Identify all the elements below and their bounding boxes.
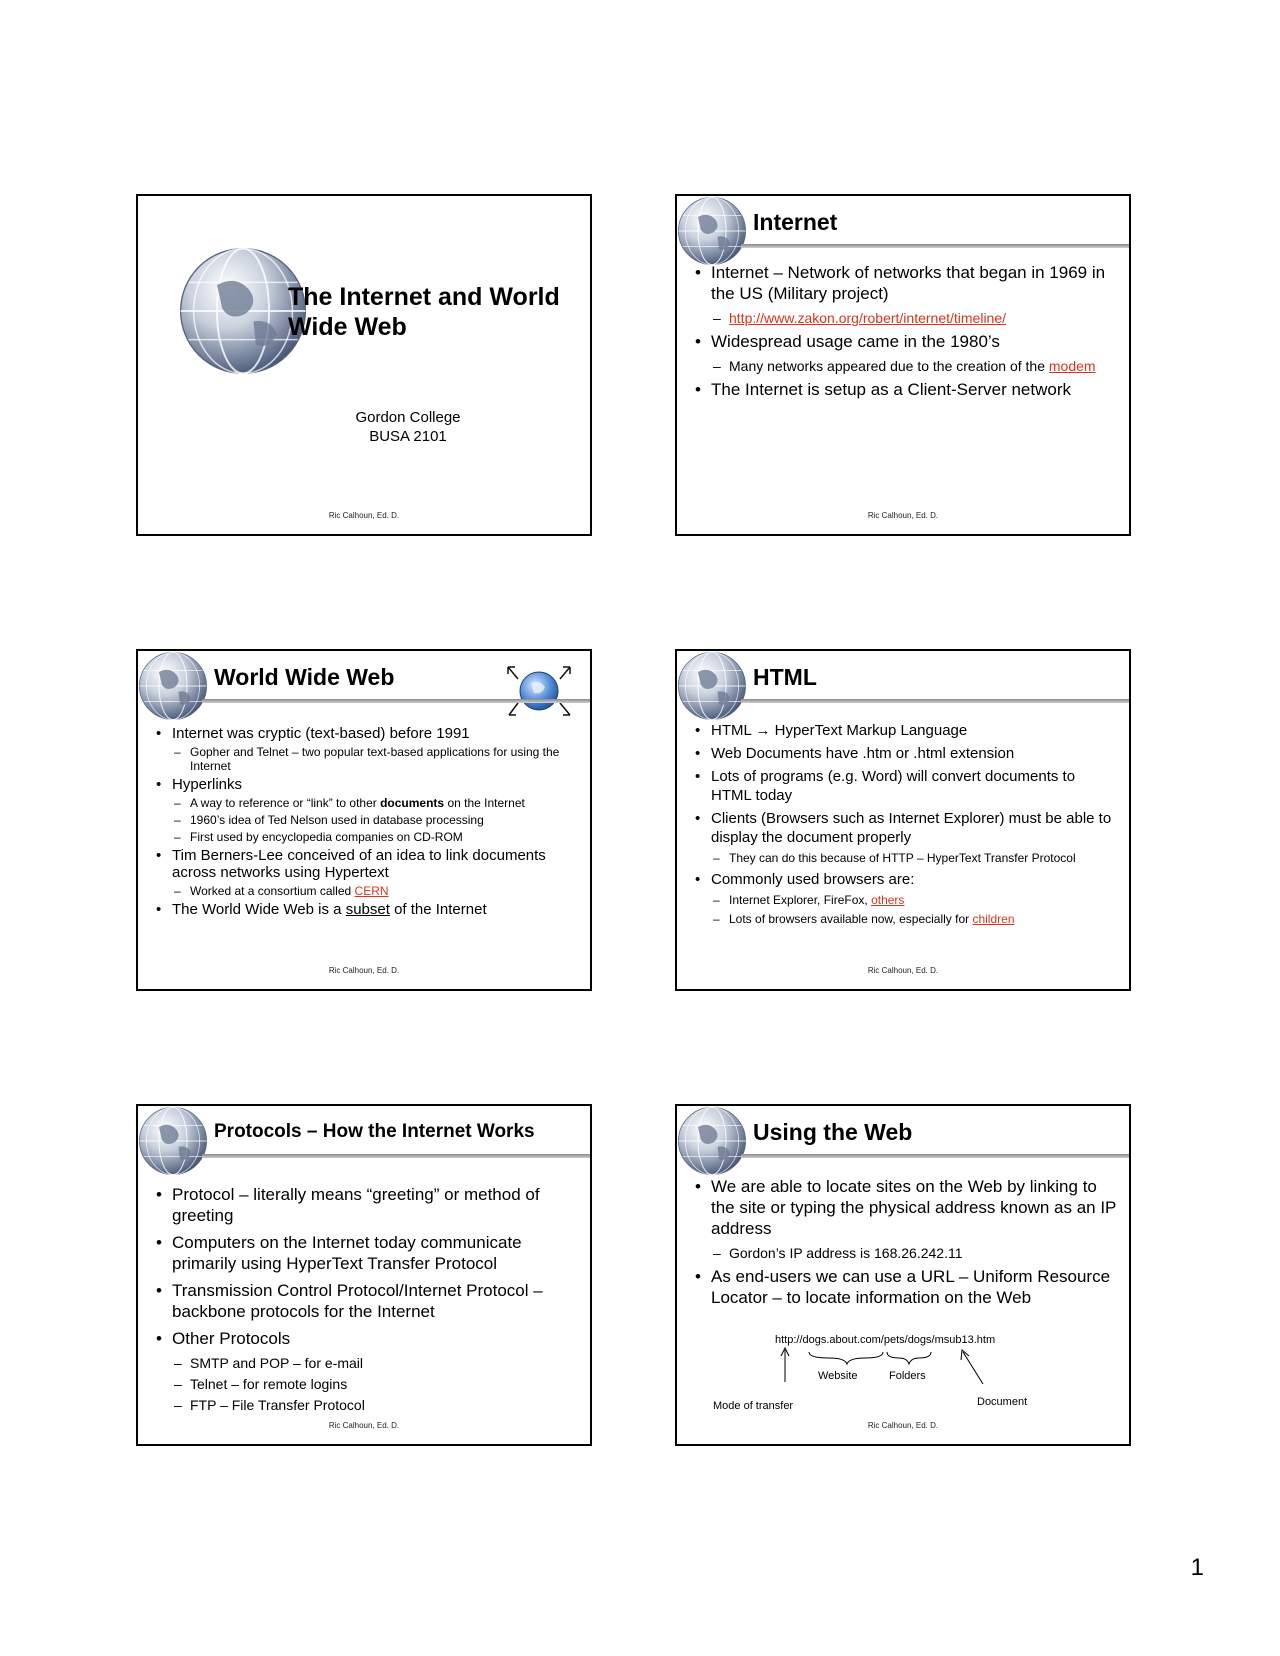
folders-label: Folders bbox=[889, 1370, 926, 1382]
arrow-right-icon: → bbox=[755, 722, 771, 739]
sub-bullet bbox=[152, 884, 580, 898]
slide-title bbox=[136, 194, 592, 536]
bullet: • Internet – Network of networks that began in 1969 in the US (Military project) bbox=[691, 262, 1119, 304]
slide-protocols bbox=[136, 1104, 592, 1446]
children-link[interactable]: children bbox=[972, 912, 1015, 926]
page-number: 1 bbox=[1190, 1554, 1204, 1581]
mode-of-transfer-label: Mode of transfer bbox=[713, 1400, 794, 1412]
bullet-text: of the Internet bbox=[394, 901, 487, 918]
sub-bullet-text: on the Internet bbox=[447, 796, 525, 810]
sub-bullet bbox=[691, 310, 1119, 327]
globe-icon bbox=[677, 651, 747, 721]
cern-link[interactable]: CERN bbox=[354, 884, 389, 898]
sub-bullet-text: Worked at a consortium called bbox=[190, 884, 352, 898]
sub-bullet: – Gopher and Telnet – two popular text-based applications for using the Internet bbox=[152, 745, 580, 773]
slide-heading: HTML bbox=[753, 664, 817, 690]
title-divider bbox=[741, 244, 1129, 248]
title-divider bbox=[741, 699, 1129, 703]
bullet: • Hyperlinks bbox=[152, 776, 580, 793]
slide-content bbox=[691, 262, 1119, 406]
bullet: • Clients (Browsers such as Internet Explorer) must be able to display the document properly bbox=[691, 809, 1119, 847]
title-divider bbox=[741, 1154, 1129, 1158]
slide-heading: World Wide Web bbox=[214, 664, 395, 690]
bullet: • As end-users we can use a URL – Uniform Resource Locator – to locate information on the Web bbox=[691, 1266, 1119, 1308]
sub-bullet: – SMTP and POP – for e-mail bbox=[152, 1355, 580, 1372]
bullet bbox=[152, 901, 580, 918]
slide-footer: Ric Calhoun, Ed. D. bbox=[867, 1421, 939, 1430]
slide-content bbox=[691, 1176, 1119, 1314]
bullet: • Transmission Control Protocol/Internet Protocol – backbone protocols for the Internet bbox=[152, 1280, 580, 1322]
bullet: • Commonly used browsers are: bbox=[691, 870, 1119, 889]
sub-bullet-text: A way to reference or “link” to other bbox=[190, 796, 377, 810]
slide-content bbox=[152, 1184, 580, 1418]
slide-using-the-web bbox=[675, 1104, 1131, 1446]
modem-link[interactable]: modem bbox=[1048, 358, 1096, 374]
timeline-link[interactable]: http://www.zakon.org/robert/internet/timeline/ bbox=[729, 310, 1007, 326]
bullet: • Computers on the Internet today communicate primarily using HyperText Transfer Protocol bbox=[152, 1232, 580, 1274]
sub-bullet: – Gordon’s IP address is 168.26.242.11 bbox=[691, 1245, 1119, 1262]
slide-content bbox=[691, 721, 1119, 931]
title-divider bbox=[202, 1154, 590, 1158]
title-divider bbox=[202, 699, 590, 703]
sub-bullet: – First used by encyclopedia companies on CD-ROM bbox=[152, 830, 580, 844]
slide-world-wide-web bbox=[136, 649, 592, 991]
slide-heading: Internet bbox=[753, 209, 838, 235]
bullet: • The Internet is setup as a Client-Server network bbox=[691, 379, 1119, 400]
slide-footer: Ric Calhoun, Ed. D. bbox=[328, 511, 400, 520]
bullet-text: The World Wide Web is a bbox=[172, 901, 342, 918]
bullet-text: HyperText Markup Language bbox=[774, 722, 968, 739]
sub-bullet bbox=[691, 912, 1119, 927]
bullet: • Other Protocols bbox=[152, 1328, 580, 1349]
sub-bullet: – 1960’s idea of Ted Nelson used in database processing bbox=[152, 813, 580, 827]
slide-footer: Ric Calhoun, Ed. D. bbox=[328, 966, 400, 975]
sub-bullet: – Telnet – for remote logins bbox=[152, 1376, 580, 1393]
title-line: Wide Web bbox=[288, 313, 407, 341]
sub-bullet bbox=[152, 796, 580, 810]
slide-footer: Ric Calhoun, Ed. D. bbox=[867, 511, 939, 520]
college-name: Gordon College bbox=[355, 409, 461, 426]
bullet: • We are able to locate sites on the Web by linking to the site or typing the physical address known as an IP address bbox=[691, 1176, 1119, 1239]
website-label: Website bbox=[818, 1370, 858, 1382]
sub-bullet bbox=[691, 358, 1119, 375]
bullet bbox=[691, 721, 1119, 740]
globe-icon bbox=[138, 1106, 208, 1176]
bullet: • Lots of programs (e.g. Word) will convert documents to HTML today bbox=[691, 767, 1119, 805]
slide-heading: Using the Web bbox=[753, 1119, 913, 1145]
title-line: The Internet and World bbox=[288, 283, 560, 311]
globe-icon bbox=[677, 1106, 747, 1176]
bullet-text: HTML bbox=[711, 722, 752, 739]
underlined-text: subset bbox=[345, 901, 390, 918]
bullet: • Web Documents have .htm or .html extension bbox=[691, 744, 1119, 763]
bullet: • Protocol – literally means “greeting” or method of greeting bbox=[152, 1184, 580, 1226]
slide-footer: Ric Calhoun, Ed. D. bbox=[867, 966, 939, 975]
sub-bullet: – They can do this because of HTTP – HyperText Transfer Protocol bbox=[691, 851, 1119, 866]
sub-bullet-text: Many networks appeared due to the creation of the bbox=[729, 358, 1045, 374]
sub-bullet bbox=[691, 893, 1119, 908]
presentation-title bbox=[288, 282, 578, 342]
presentation-subtitle bbox=[288, 408, 528, 446]
sub-bullet-text: Internet Explorer, FireFox, bbox=[729, 893, 868, 907]
bullet: • Widespread usage came in the 1980’s bbox=[691, 331, 1119, 352]
example-url: http://dogs.about.com/pets/dogs/msub13.htm bbox=[775, 1334, 996, 1346]
slide-html bbox=[675, 649, 1131, 991]
course-code: BUSA 2101 bbox=[369, 428, 447, 445]
sub-bullet: – FTP – File Transfer Protocol bbox=[152, 1397, 580, 1414]
globe-icon bbox=[677, 196, 747, 266]
slide-heading: Protocols – How the Internet Works bbox=[214, 1121, 535, 1142]
slide-content bbox=[152, 725, 580, 924]
document-label: Document bbox=[977, 1396, 1028, 1408]
sub-bullet-text: Lots of browsers available now, especially for bbox=[729, 912, 970, 926]
others-link[interactable]: others bbox=[871, 893, 905, 907]
slide-internet bbox=[675, 194, 1131, 536]
network-globe-icon bbox=[504, 659, 574, 721]
bullet: • Tim Berners-Lee conceived of an idea to link documents across networks using Hypertext bbox=[152, 847, 580, 881]
globe-icon bbox=[138, 651, 208, 721]
slide-footer: Ric Calhoun, Ed. D. bbox=[328, 1421, 400, 1430]
emphasis-text: documents bbox=[380, 796, 445, 810]
bullet: • Internet was cryptic (text-based) before 1991 bbox=[152, 725, 580, 742]
